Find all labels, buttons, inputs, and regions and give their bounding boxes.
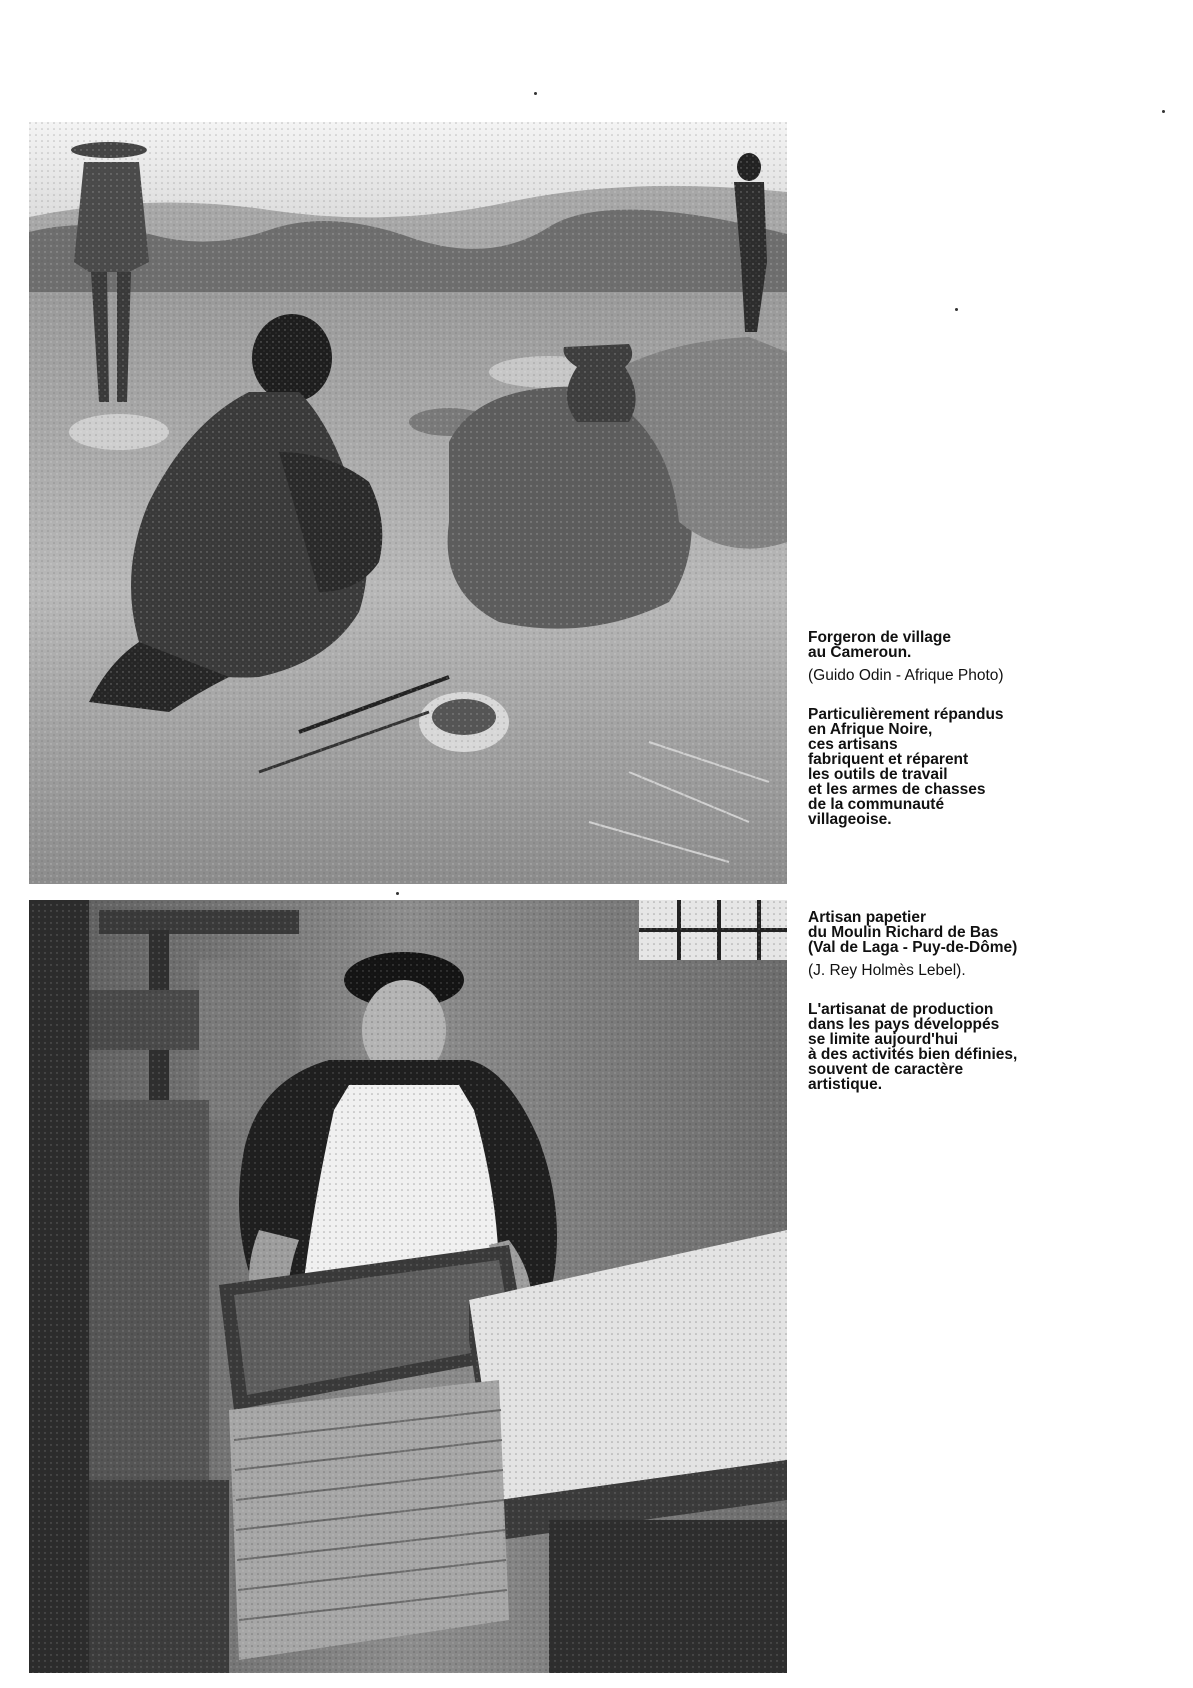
photo-credit: (J. Rey Holmès Lebel). bbox=[808, 962, 966, 979]
blacksmith-photo-drawing bbox=[29, 122, 787, 884]
papermaker-photo-drawing bbox=[29, 900, 787, 1673]
scan-speck bbox=[396, 892, 399, 895]
caption-title: Forgeron de village au Cameroun. bbox=[808, 629, 951, 661]
photo-village-blacksmith bbox=[29, 122, 787, 884]
scan-speck bbox=[534, 92, 537, 95]
caption-body: Particulièrement répandus en Afrique Noire, ces artisans fabriquent et réparent les outils de travail et les armes de chasses de la communauté villageoise. bbox=[808, 706, 1004, 828]
caption-body: L'artisanat de production dans les pays développés se limite aujourd'hui à des activités bien définies, souvent de caractère artistique. bbox=[808, 1001, 1018, 1093]
caption-blacksmith bbox=[808, 630, 1188, 827]
scan-speck bbox=[955, 308, 958, 311]
photo-paper-artisan bbox=[29, 900, 787, 1673]
caption-title: Artisan papetier du Moulin Richard de Bas (Val de Laga - Puy-de-Dôme) bbox=[808, 909, 1018, 956]
scan-speck bbox=[1162, 110, 1165, 113]
caption-paper-artisan bbox=[808, 910, 1188, 1092]
photo-credit: (Guido Odin - Afrique Photo) bbox=[808, 667, 1004, 684]
